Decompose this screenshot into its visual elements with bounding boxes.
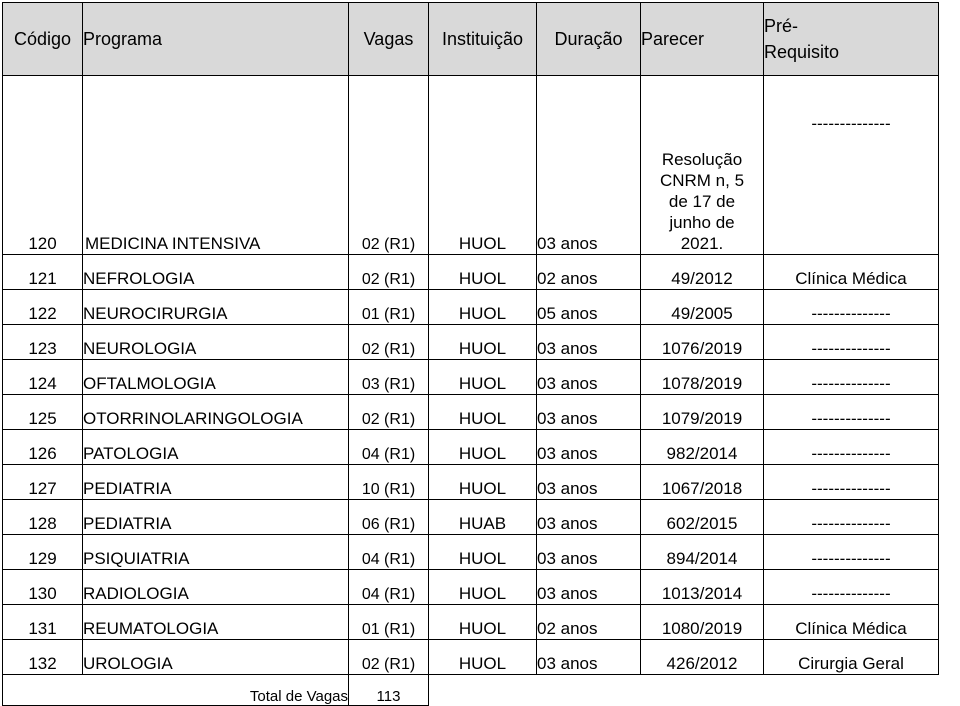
cell-vagas: 02 (R1) [349,325,429,360]
header-instituicao: Instituição [429,3,537,76]
cell-duracao: 03 anos [537,570,641,605]
cell-duracao: 03 anos [537,535,641,570]
table-row [3,570,939,605]
cell-pre-requisito: -------------- [764,430,939,465]
cell-instituicao: HUOL [429,395,537,430]
cell-codigo: 126 [3,430,83,465]
cell-codigo: 125 [3,395,83,430]
cell-instituicao: HUAB [429,500,537,535]
parecer-line: Resolução [661,150,743,169]
table-row [3,360,939,395]
cell-parecer: 49/2005 [641,290,764,325]
table-row [3,605,939,640]
cell-duracao: 03 anos [537,76,641,255]
cell-vagas: 03 (R1) [349,360,429,395]
cell-pre-requisito: -------------- [764,570,939,605]
cell-vagas: 04 (R1) [349,535,429,570]
cell-programa: NEUROLOGIA [83,325,349,360]
cell-parecer: 1079/2019 [641,395,764,430]
cell-vagas: 06 (R1) [349,500,429,535]
header-codigo: Código [3,3,83,76]
cell-parecer: 49/2012 [641,255,764,290]
table-row [3,640,939,675]
header-programa: Programa [83,3,349,76]
cell-duracao: 03 anos [537,640,641,675]
table-row [3,535,939,570]
cell-programa: RADIOLOGIA [83,570,349,605]
residency-programs-table [2,2,939,706]
parecer-line: 2021. [680,234,724,253]
cell-parecer: 1076/2019 [641,325,764,360]
cell-pre-requisito: -------------- [764,76,939,255]
cell-programa: PSIQUIATRIA [83,535,349,570]
table-footer [3,675,939,706]
cell-instituicao: HUOL [429,325,537,360]
cell-instituicao: HUOL [429,360,537,395]
cell-pre-requisito: -------------- [764,325,939,360]
header-pre-requisito-line1: Pré- [764,16,799,36]
table-header [3,3,939,76]
cell-codigo: 128 [3,500,83,535]
table-row [3,255,939,290]
table-row [3,76,939,255]
cell-parecer: 1078/2019 [641,360,764,395]
cell-programa: UROLOGIA [83,640,349,675]
cell-codigo: 132 [3,640,83,675]
cell-instituicao: HUOL [429,255,537,290]
table-row [3,465,939,500]
parecer-line: CNRM n, 5 [659,171,745,190]
cell-instituicao: HUOL [429,605,537,640]
cell-programa: PATOLOGIA [83,430,349,465]
parecer-line: de 17 de [668,192,736,211]
cell-pre-requisito: -------------- [764,500,939,535]
cell-codigo: 129 [3,535,83,570]
cell-parecer: 894/2014 [641,535,764,570]
cell-programa: PEDIATRIA [83,465,349,500]
cell-vagas: 04 (R1) [349,430,429,465]
total-label: Total de Vagas [3,675,349,706]
cell-parecer: 982/2014 [641,430,764,465]
cell-duracao: 03 anos [537,395,641,430]
cell-parecer: 602/2015 [641,500,764,535]
cell-programa: NEUROCIRURGIA [83,290,349,325]
cell-parecer: 1013/2014 [641,570,764,605]
table-row [3,395,939,430]
cell-vagas: 04 (R1) [349,570,429,605]
cell-vagas: 02 (R1) [349,395,429,430]
table-row [3,325,939,360]
header-pre-requisito [764,3,939,76]
cell-duracao: 03 anos [537,360,641,395]
cell-instituicao: HUOL [429,430,537,465]
cell-instituicao: HUOL [429,640,537,675]
cell-duracao: 03 anos [537,465,641,500]
cell-codigo: 123 [3,325,83,360]
cell-pre-requisito: -------------- [764,465,939,500]
footer-spacer [429,675,939,706]
cell-vagas: 02 (R1) [349,640,429,675]
cell-codigo: 120 [3,76,83,255]
total-row [3,675,939,706]
cell-parecer [641,76,764,255]
cell-codigo: 131 [3,605,83,640]
cell-vagas: 02 (R1) [349,255,429,290]
cell-programa: NEFROLOGIA [83,255,349,290]
header-duracao: Duração [537,3,641,76]
header-row [3,3,939,76]
cell-programa: OTORRINOLARINGOLOGIA [83,395,349,430]
cell-vagas: 02 (R1) [349,76,429,255]
table-row [3,430,939,465]
cell-vagas: 10 (R1) [349,465,429,500]
cell-vagas: 01 (R1) [349,290,429,325]
cell-codigo: 130 [3,570,83,605]
cell-instituicao: HUOL [429,76,537,255]
cell-pre-requisito: -------------- [764,395,939,430]
cell-programa: PEDIATRIA [83,500,349,535]
cell-programa: OFTALMOLOGIA [83,360,349,395]
total-value: 113 [349,675,429,706]
cell-instituicao: HUOL [429,570,537,605]
cell-duracao: 03 anos [537,500,641,535]
cell-instituicao: HUOL [429,465,537,500]
cell-instituicao: HUOL [429,535,537,570]
cell-pre-requisito: -------------- [764,535,939,570]
cell-pre-requisito: -------------- [764,360,939,395]
table-body [3,76,939,675]
cell-instituicao: HUOL [429,290,537,325]
parecer-line: junho de [669,213,735,232]
cell-programa: REUMATOLOGIA [83,605,349,640]
cell-codigo: 121 [3,255,83,290]
cell-codigo: 124 [3,360,83,395]
header-vagas: Vagas [349,3,429,76]
cell-pre-requisito: Cirurgia Geral [764,640,939,675]
table-row [3,290,939,325]
cell-codigo: 122 [3,290,83,325]
cell-duracao: 02 anos [537,255,641,290]
cell-parecer: 1067/2018 [641,465,764,500]
cell-vagas: 01 (R1) [349,605,429,640]
cell-duracao: 02 anos [537,605,641,640]
header-pre-requisito-line2: Requisito [764,42,840,62]
cell-pre-requisito: Clínica Médica [764,255,939,290]
header-parecer: Parecer [641,3,764,76]
cell-programa: MEDICINA INTENSIVA [83,76,349,255]
cell-duracao: 03 anos [537,325,641,360]
cell-duracao: 03 anos [537,430,641,465]
cell-parecer: 1080/2019 [641,605,764,640]
cell-pre-requisito: -------------- [764,290,939,325]
cell-parecer: 426/2012 [641,640,764,675]
cell-duracao: 05 anos [537,290,641,325]
cell-codigo: 127 [3,465,83,500]
table-row [3,500,939,535]
cell-pre-requisito: Clínica Médica [764,605,939,640]
